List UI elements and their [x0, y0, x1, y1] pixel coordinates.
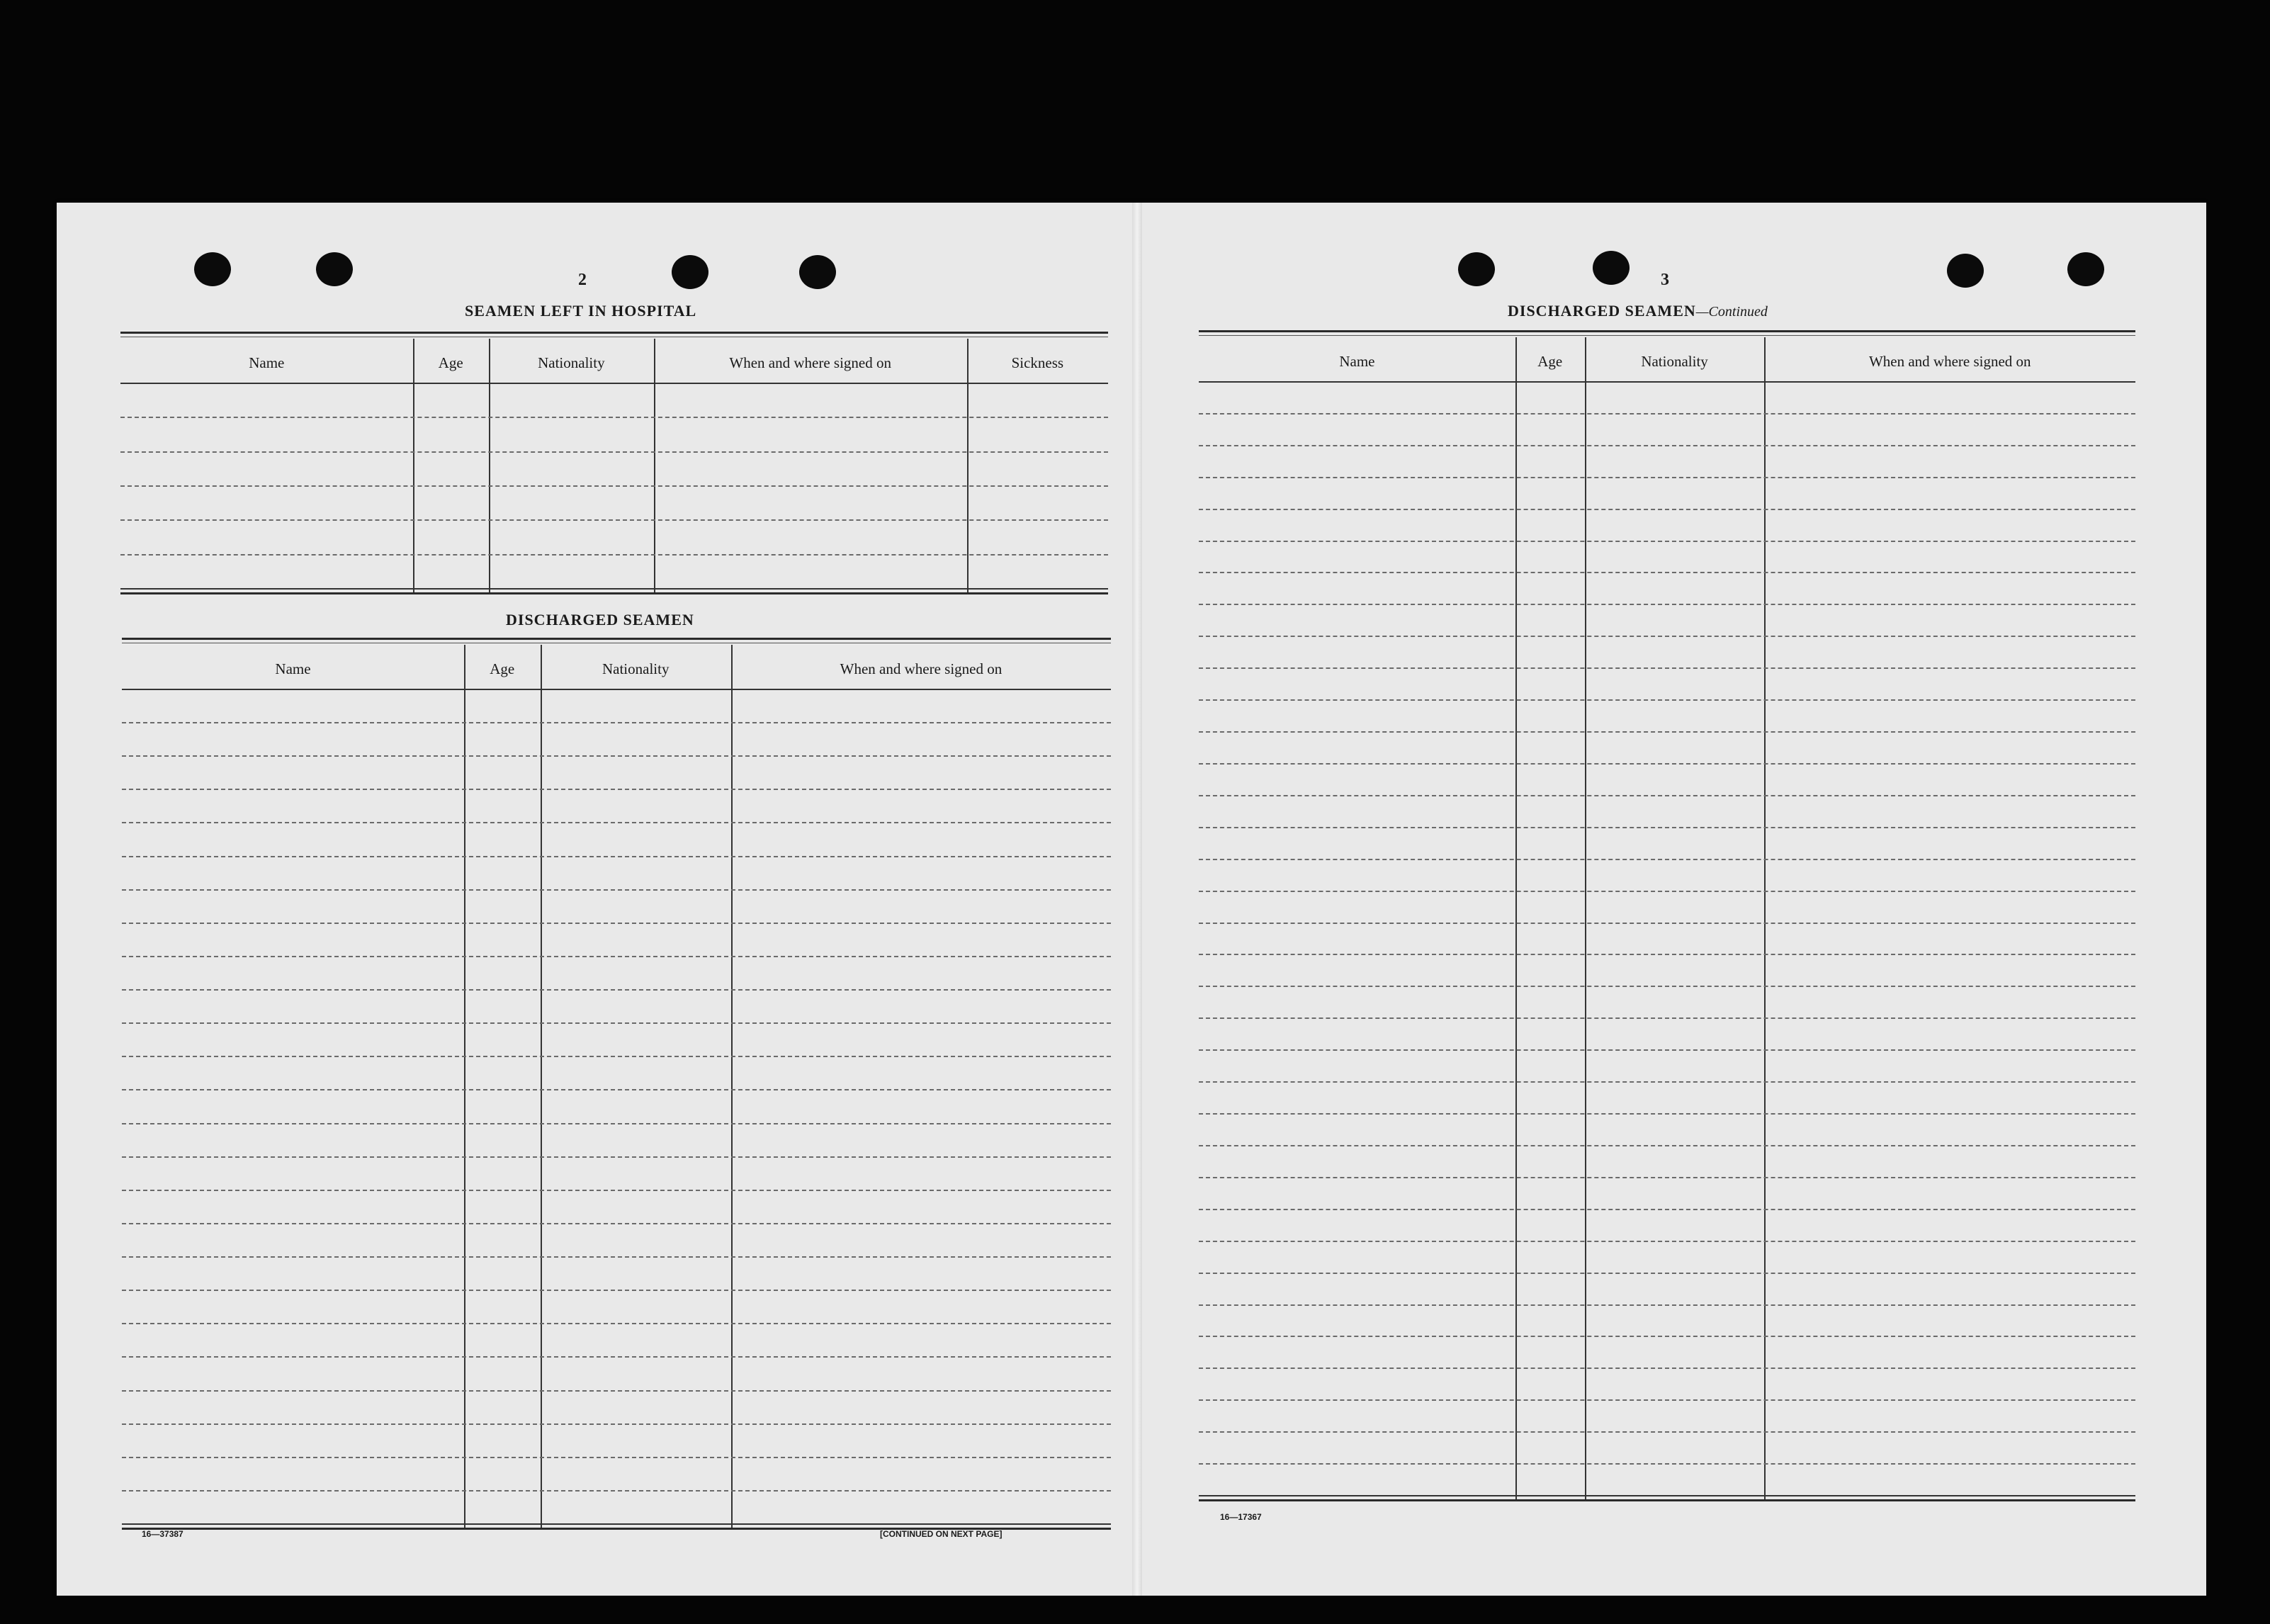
table-row-line [122, 1089, 1111, 1090]
table-row-line [1199, 827, 2135, 828]
table-row-line [122, 1256, 1111, 1258]
table-row-line [1199, 1399, 2135, 1401]
table-row-line [120, 451, 1108, 453]
table-row-line [1199, 923, 2135, 924]
discharged-continued-title [1508, 302, 1768, 320]
table-row-line [122, 923, 1111, 924]
header-bottom-rule [122, 689, 1111, 690]
header-bottom-rule [120, 383, 1108, 384]
table-row-line [1199, 1177, 2135, 1178]
column-divider [464, 645, 465, 1529]
table-bottom-rule [120, 588, 1108, 590]
column-header-when-and-where-signed-on: When and where signed on [1868, 353, 2031, 370]
table-row-line [120, 485, 1108, 487]
table-row-line [122, 755, 1111, 757]
column-header-name: Name [1339, 353, 1375, 370]
table-row-line [122, 1423, 1111, 1425]
table-row-line [122, 722, 1111, 723]
column-header-age: Age [490, 660, 515, 677]
table-top-rule [122, 638, 1111, 640]
table-top-rule [1199, 330, 2135, 332]
table-bottom-rule [122, 1523, 1111, 1525]
table-row-line [1199, 1017, 2135, 1019]
discharged-continued-title-main: DISCHARGED SEAMEN [1508, 302, 1696, 320]
table-row-line [1199, 541, 2135, 542]
column-divider [967, 339, 969, 594]
footer-code-left: 16—37387 [142, 1529, 183, 1539]
punch-hole [316, 252, 353, 286]
table-row-line [1199, 763, 2135, 765]
column-divider [1585, 337, 1586, 1501]
discharged-table-left [122, 638, 1111, 1529]
column-header-age: Age [438, 354, 463, 371]
table-row-line [1199, 1081, 2135, 1083]
table-row-line [1199, 572, 2135, 573]
table-row-line [122, 1223, 1111, 1224]
table-row-line [1199, 795, 2135, 796]
table-row-line [1199, 1241, 2135, 1242]
hospital-table [120, 332, 1108, 594]
column-divider [541, 645, 542, 1529]
table-row-line [122, 789, 1111, 790]
column-header-nationality: Nationality [602, 660, 670, 677]
table-row-line [122, 856, 1111, 857]
punch-hole [672, 255, 708, 289]
column-header-name: Name [249, 354, 285, 371]
table-bottom-rule [1199, 1495, 2135, 1496]
table-row-line [1199, 604, 2135, 605]
punch-hole [799, 255, 836, 289]
column-header-nationality: Nationality [1641, 353, 1708, 370]
table-row-line [122, 1457, 1111, 1458]
table-row-line [122, 1123, 1111, 1124]
table-row-line [122, 1323, 1111, 1324]
table-row-line [1199, 731, 2135, 733]
table-row-line [1199, 1145, 2135, 1146]
table-row-line [122, 889, 1111, 891]
column-divider [1515, 337, 1517, 1501]
page-number-left: 2 [578, 271, 587, 289]
table-row-line [122, 1390, 1111, 1392]
table-row-line [1199, 509, 2135, 510]
table-row-line [122, 1056, 1111, 1057]
column-header-sickness: Sickness [1011, 354, 1064, 371]
table-row-line [1199, 1463, 2135, 1465]
table-row-line [122, 989, 1111, 991]
punch-hole [1593, 251, 1630, 285]
table-row-line [1199, 699, 2135, 701]
table-row-line [1199, 636, 2135, 637]
column-divider [489, 339, 490, 594]
table-row-line [1199, 1209, 2135, 1210]
table-row-line [122, 1290, 1111, 1291]
table-row-line [1199, 859, 2135, 860]
table-row-line [1199, 1368, 2135, 1369]
table-row-line [122, 1490, 1111, 1492]
discharged-section-title: DISCHARGED SEAMEN [506, 611, 694, 628]
punch-hole [1458, 252, 1495, 286]
table-row-line [1199, 1113, 2135, 1115]
continued-note: [CONTINUED ON NEXT PAGE] [880, 1529, 1003, 1539]
punch-hole [2067, 252, 2104, 286]
table-bottom-rule-outer [120, 592, 1108, 594]
table-row-line [122, 1022, 1111, 1024]
table-row-line [122, 1156, 1111, 1158]
page-fold [1132, 203, 1142, 1596]
table-row-line [1199, 445, 2135, 446]
column-divider [654, 339, 655, 594]
punch-hole [1947, 254, 1984, 288]
continued-suffix: —Continued [1695, 304, 1768, 320]
document-sheet [57, 203, 2206, 1596]
table-top-rule [120, 332, 1108, 334]
table-row-line [122, 822, 1111, 823]
table-row-line [120, 417, 1108, 418]
table-row-line [1199, 986, 2135, 987]
table-row-line [1199, 477, 2135, 478]
column-header-when-and-where-signed-on: When and where signed on [729, 354, 891, 371]
footer-code-right: 16—17367 [1220, 1512, 1262, 1522]
column-divider [1764, 337, 1766, 1501]
table-row-line [1199, 954, 2135, 955]
table-row-line [1199, 1049, 2135, 1051]
table-row-line [120, 519, 1108, 521]
table-row-line [122, 1356, 1111, 1358]
table-row-line [120, 554, 1108, 556]
punch-hole [194, 252, 231, 286]
discharged-table-right [1199, 330, 2135, 1501]
table-row-line [1199, 1273, 2135, 1274]
table-row-line [1199, 1304, 2135, 1306]
table-row-line [122, 1190, 1111, 1191]
table-row-line [1199, 1336, 2135, 1337]
table-top-rule-inner [1199, 335, 2135, 336]
table-row-line [1199, 891, 2135, 892]
table-row-line [1199, 667, 2135, 669]
column-header-nationality: Nationality [538, 354, 605, 371]
table-row-line [122, 956, 1111, 957]
header-bottom-rule [1199, 381, 2135, 383]
column-header-when-and-where-signed-on: When and where signed on [840, 660, 1003, 677]
column-divider [413, 339, 414, 594]
table-row-line [1199, 413, 2135, 415]
table-row-line [1199, 1431, 2135, 1433]
column-divider [731, 645, 733, 1529]
page-number-right: 3 [1661, 271, 1669, 289]
hospital-section-title: SEAMEN LEFT IN HOSPITAL [465, 302, 697, 320]
column-header-name: Name [275, 660, 311, 677]
column-header-age: Age [1537, 353, 1563, 370]
table-bottom-rule-outer [1199, 1499, 2135, 1501]
